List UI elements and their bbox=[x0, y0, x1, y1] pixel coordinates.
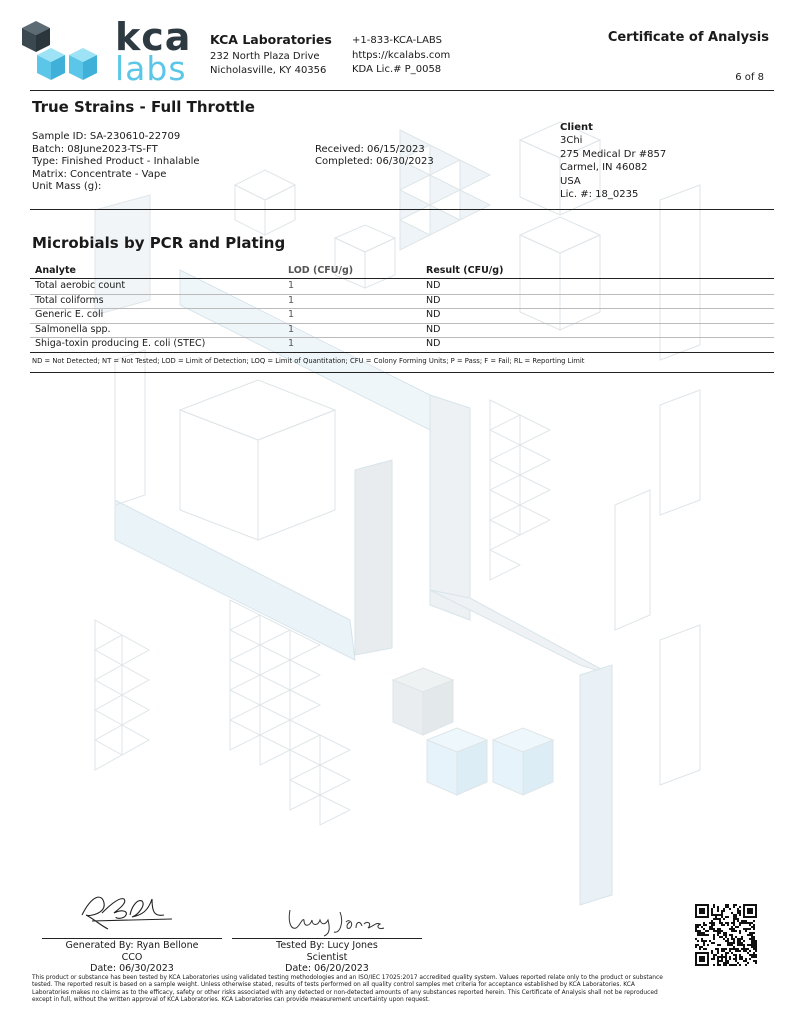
disclaimer-line: except in full, without the written approval of KCA Laboratories. KCA Laboratories can provide measurement uncertainty upon request. bbox=[32, 997, 430, 1004]
qr-code-icon[interactable] bbox=[695, 904, 757, 966]
section-title: Microbials by PCR and Plating bbox=[32, 234, 286, 252]
header-result: Result (CFU/g) bbox=[426, 265, 504, 276]
tested-by bbox=[227, 940, 427, 975]
logo-labs-text: labs bbox=[115, 49, 187, 88]
product-divider bbox=[30, 209, 774, 210]
row-result: ND bbox=[426, 338, 441, 349]
generated-by-date: Date: 06/30/2023 bbox=[90, 963, 174, 975]
row-result: ND bbox=[426, 280, 441, 291]
row-analyte: Total coliforms bbox=[35, 294, 104, 306]
document-title: Certificate of Analysis bbox=[607, 30, 769, 45]
header-divider bbox=[30, 90, 774, 91]
tested-signature-line bbox=[232, 938, 422, 939]
table-bottom-rule bbox=[30, 352, 774, 353]
ryan-bellone-signature bbox=[72, 885, 182, 935]
client-name: 3Chi bbox=[560, 135, 583, 146]
unit-mass: Unit Mass (g): bbox=[32, 181, 102, 192]
disclaimer-line: This product or substance has been tested by KCA Laboratories using validated testing methodologies and an ISO/IEC 17025:2017 accredited quality system. Values reported relate only to the product or substance bbox=[32, 975, 663, 981]
sample-id: Sample ID: SA-230610-22709 bbox=[32, 131, 181, 142]
lab-name: KCA Laboratories bbox=[210, 32, 332, 47]
kca-logo bbox=[20, 15, 192, 88]
table-row bbox=[0, 323, 791, 338]
generated-by bbox=[32, 940, 232, 975]
client-license: Lic. #: 18_0235 bbox=[560, 189, 639, 200]
product-type: Type: Finished Product - Inhalable bbox=[32, 156, 200, 167]
lab-website: https://kcalabs.com bbox=[352, 50, 451, 61]
client-address2: Carmel, IN 46082 bbox=[560, 162, 648, 173]
abbreviation-legend: ND = Not Detected; NT = Not Tested; LOD = Limit of Detection; LOQ = Limit of Quantitation; CFU = Colony Forming Units; P = Pass; F = Fail; RL = Reporting Limit bbox=[32, 357, 585, 365]
generated-by-title: CCO bbox=[121, 951, 143, 963]
generated-signature-line bbox=[42, 938, 222, 939]
tested-by-name: Tested By: Lucy Jones bbox=[276, 940, 378, 951]
client-address1: 275 Medical Dr #857 bbox=[560, 148, 667, 160]
legend-rule bbox=[30, 372, 774, 373]
logo-kca-text: kca bbox=[115, 15, 192, 59]
header-lod: LOD (CFU/g) bbox=[288, 265, 354, 276]
row-lod: 1 bbox=[288, 338, 295, 349]
row-analyte: Total aerobic count bbox=[35, 280, 126, 291]
received-date: Received: 06/15/2023 bbox=[315, 143, 425, 155]
lab-license: KDA Lic.# P_0058 bbox=[352, 64, 442, 75]
row-result: ND bbox=[426, 309, 441, 320]
row-lod: 1 bbox=[288, 280, 295, 291]
row-lod: 1 bbox=[288, 309, 295, 320]
table-row bbox=[0, 308, 791, 323]
header-analyte: Analyte bbox=[35, 265, 76, 276]
client-heading: Client bbox=[560, 122, 593, 133]
row-analyte: Salmonella spp. bbox=[35, 323, 111, 335]
row-result: ND bbox=[426, 294, 441, 306]
row-lod: 1 bbox=[288, 294, 295, 306]
generated-by-name: Generated By: Ryan Bellone bbox=[65, 940, 199, 951]
tested-by-date: Date: 06/20/2023 bbox=[285, 963, 369, 975]
lab-phone: +1-833-KCA-LABS bbox=[352, 35, 442, 46]
row-analyte: Generic E. coli bbox=[35, 309, 104, 320]
row-lod: 1 bbox=[288, 323, 295, 335]
matrix: Matrix: Concentrate - Vape bbox=[32, 168, 167, 180]
table-row bbox=[0, 337, 791, 352]
cubes-logo-icon bbox=[20, 18, 102, 84]
row-result: ND bbox=[426, 323, 441, 335]
disclaimer bbox=[32, 975, 772, 1005]
lab-address-line1: 232 North Plaza Drive bbox=[210, 51, 320, 62]
page-number: 6 of 8 bbox=[735, 72, 764, 83]
batch: Batch: 08June2023-TS-FT bbox=[32, 143, 158, 155]
lab-address-line2: Nicholasville, KY 40356 bbox=[210, 65, 327, 76]
row-analyte: Shiga-toxin producing E. coli (STEC) bbox=[35, 338, 206, 349]
disclaimer-line: tested. The reported result is based on a sample weight. Unless otherwise stated, results of tests performed on all quality control samples met criteria for acceptance established by KCA Laboratories. KCA bbox=[32, 982, 635, 989]
disclaimer-line: Laboratories makes no claims as to the efficacy, safety or other risks associated with any detected or non-detected amounts of any substances reported herein. This Certificate of Analysis shall not be reproduced bbox=[32, 989, 658, 996]
product-name: True Strains - Full Throttle bbox=[32, 98, 255, 116]
tested-by-title: Scientist bbox=[306, 951, 348, 963]
client-country: USA bbox=[560, 175, 581, 187]
table-row bbox=[0, 279, 791, 294]
lucy-jones-signature bbox=[282, 900, 392, 940]
completed-date: Completed: 06/30/2023 bbox=[315, 156, 434, 167]
table-row bbox=[0, 294, 791, 309]
